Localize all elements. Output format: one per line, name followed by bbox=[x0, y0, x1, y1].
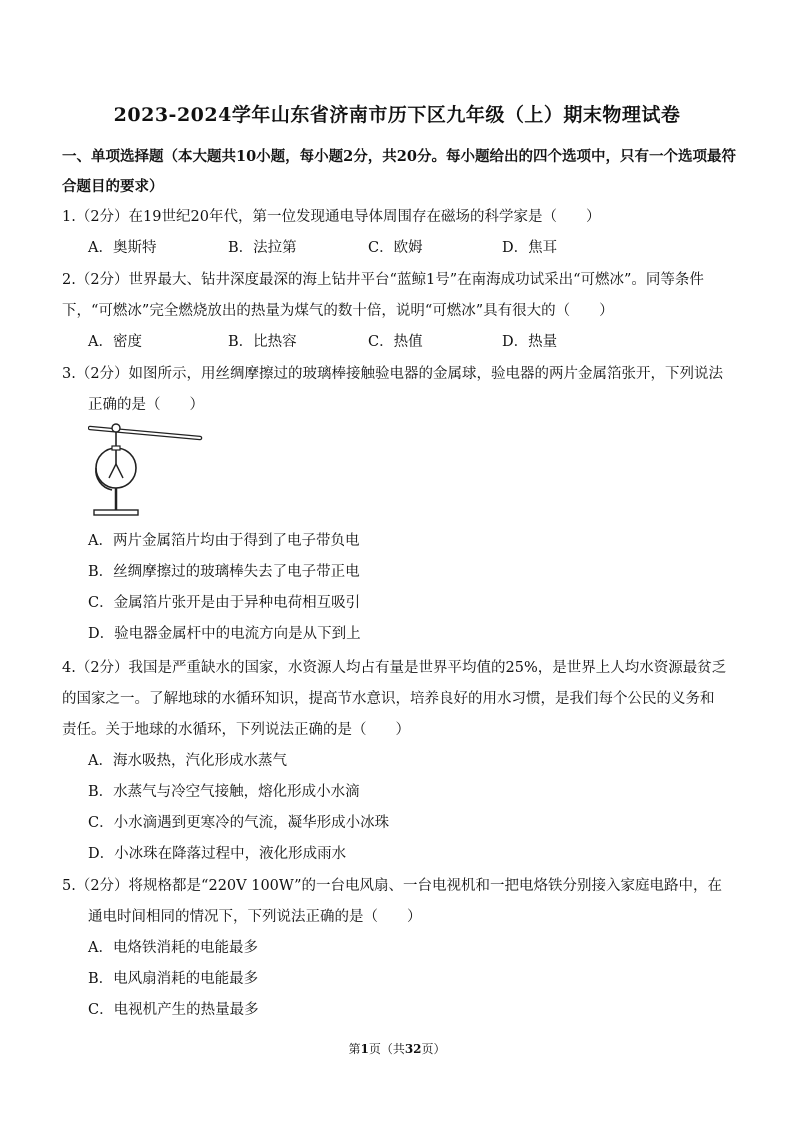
question-4-option-c: C．小水滴遇到更寒冷的气流，凝华形成小冰珠 bbox=[88, 815, 390, 831]
question-3-option-c: C．金属箔片张开是由于异种电荷相互吸引 bbox=[88, 595, 361, 611]
question-1-text: 1.（2分）在19世纪20年代，第一位发现通电导体周围存在磁场的科学家是（ ） bbox=[62, 209, 601, 225]
footer-total-pages: 32 bbox=[404, 1042, 422, 1056]
section-heading: 一、单项选择题（本大题共10小题，每小题2分，共20分。每小题给出的四个选项中，只有一个选项最符合题目的要求） bbox=[62, 148, 736, 195]
question-3-text-line-1: 3.（2分）如图所示，用丝绸摩擦过的玻璃棒接触验电器的金属球，验电器的两片金属箔张开，下列说法 bbox=[62, 366, 724, 382]
question-1-option-a: A．奥斯特 bbox=[88, 240, 157, 256]
exam-title: 2023-2024学年山东省济南市历下区九年级（上）期末物理试卷 bbox=[113, 104, 681, 126]
question-3-option-a: A．两片金属箔片均由于得到了电子带负电 bbox=[88, 533, 360, 549]
page-footer bbox=[0, 1040, 794, 1057]
question-1-option-b: B．法拉第 bbox=[228, 240, 297, 256]
question-3-text-line-2: 正确的是（ ） bbox=[88, 397, 204, 413]
question-1-option-c: C．欧姆 bbox=[368, 240, 423, 256]
question-2-option-c: C．热值 bbox=[368, 334, 423, 350]
question-4-option-b: B．水蒸气与冷空气接触，熔化形成小水滴 bbox=[88, 784, 360, 800]
question-4-option-a: A．海水吸热，汽化形成水蒸气 bbox=[88, 753, 287, 769]
question-5-text-line-1: 5.（2分）将规格都是“220V 100W”的一台电风扇、一台电视机和一把电烙铁分别接入家庭电路中，在 bbox=[62, 878, 722, 894]
question-5-text-line-2: 通电时间相同的情况下，下列说法正确的是（ ） bbox=[88, 909, 422, 925]
question-4-option-d: D．小冰珠在降落过程中，液化形成雨水 bbox=[88, 846, 347, 862]
question-5-option-c: C．电视机产生的热量最多 bbox=[88, 1002, 259, 1018]
question-1-option-d: D．焦耳 bbox=[502, 240, 558, 256]
question-2-option-a: A．密度 bbox=[88, 334, 142, 350]
footer-prefix: 第 bbox=[348, 1042, 361, 1056]
question-4-text-line-1: 4.（2分）我国是严重缺水的国家，水资源人均占有量是世界平均值的25%，是世界上人均水资源最贫乏 bbox=[62, 660, 727, 676]
question-2-text-line-2: 下，“可燃冰”完全燃烧放出的热量为煤气的数十倍，说明“可燃冰”具有很大的（ ） bbox=[62, 303, 614, 319]
question-3-option-b: B．丝绸摩擦过的玻璃棒失去了电子带正电 bbox=[88, 564, 360, 580]
footer-suffix: 页） bbox=[421, 1042, 446, 1056]
question-5-option-b: B．电风扇消耗的电能最多 bbox=[88, 971, 259, 987]
footer-page-number: 1 bbox=[360, 1042, 369, 1056]
question-3-option-d: D．验电器金属杆中的电流方向是从下到上 bbox=[88, 626, 361, 642]
question-2-option-d: D．热量 bbox=[502, 334, 558, 350]
question-4-text-line-2: 的国家之一。了解地球的水循环知识，提高节水意识，培养良好的用水习惯，是我们每个公民的义务和 bbox=[62, 691, 715, 707]
question-5-option-a: A．电烙铁消耗的电能最多 bbox=[88, 940, 258, 956]
footer-middle: 页（共 bbox=[368, 1042, 405, 1056]
question-2-text-line-1: 2.（2分）世界最大、钻井深度最深的海上钻井平台“蓝鲸1号”在南海成功试采出“可燃冰”。同等条件 bbox=[62, 272, 704, 288]
question-2-option-b: B．比热容 bbox=[228, 334, 297, 350]
electroscope-figure bbox=[88, 418, 208, 524]
question-4-text-line-3: 责任。关于地球的水循环，下列说法正确的是（ ） bbox=[62, 722, 410, 738]
